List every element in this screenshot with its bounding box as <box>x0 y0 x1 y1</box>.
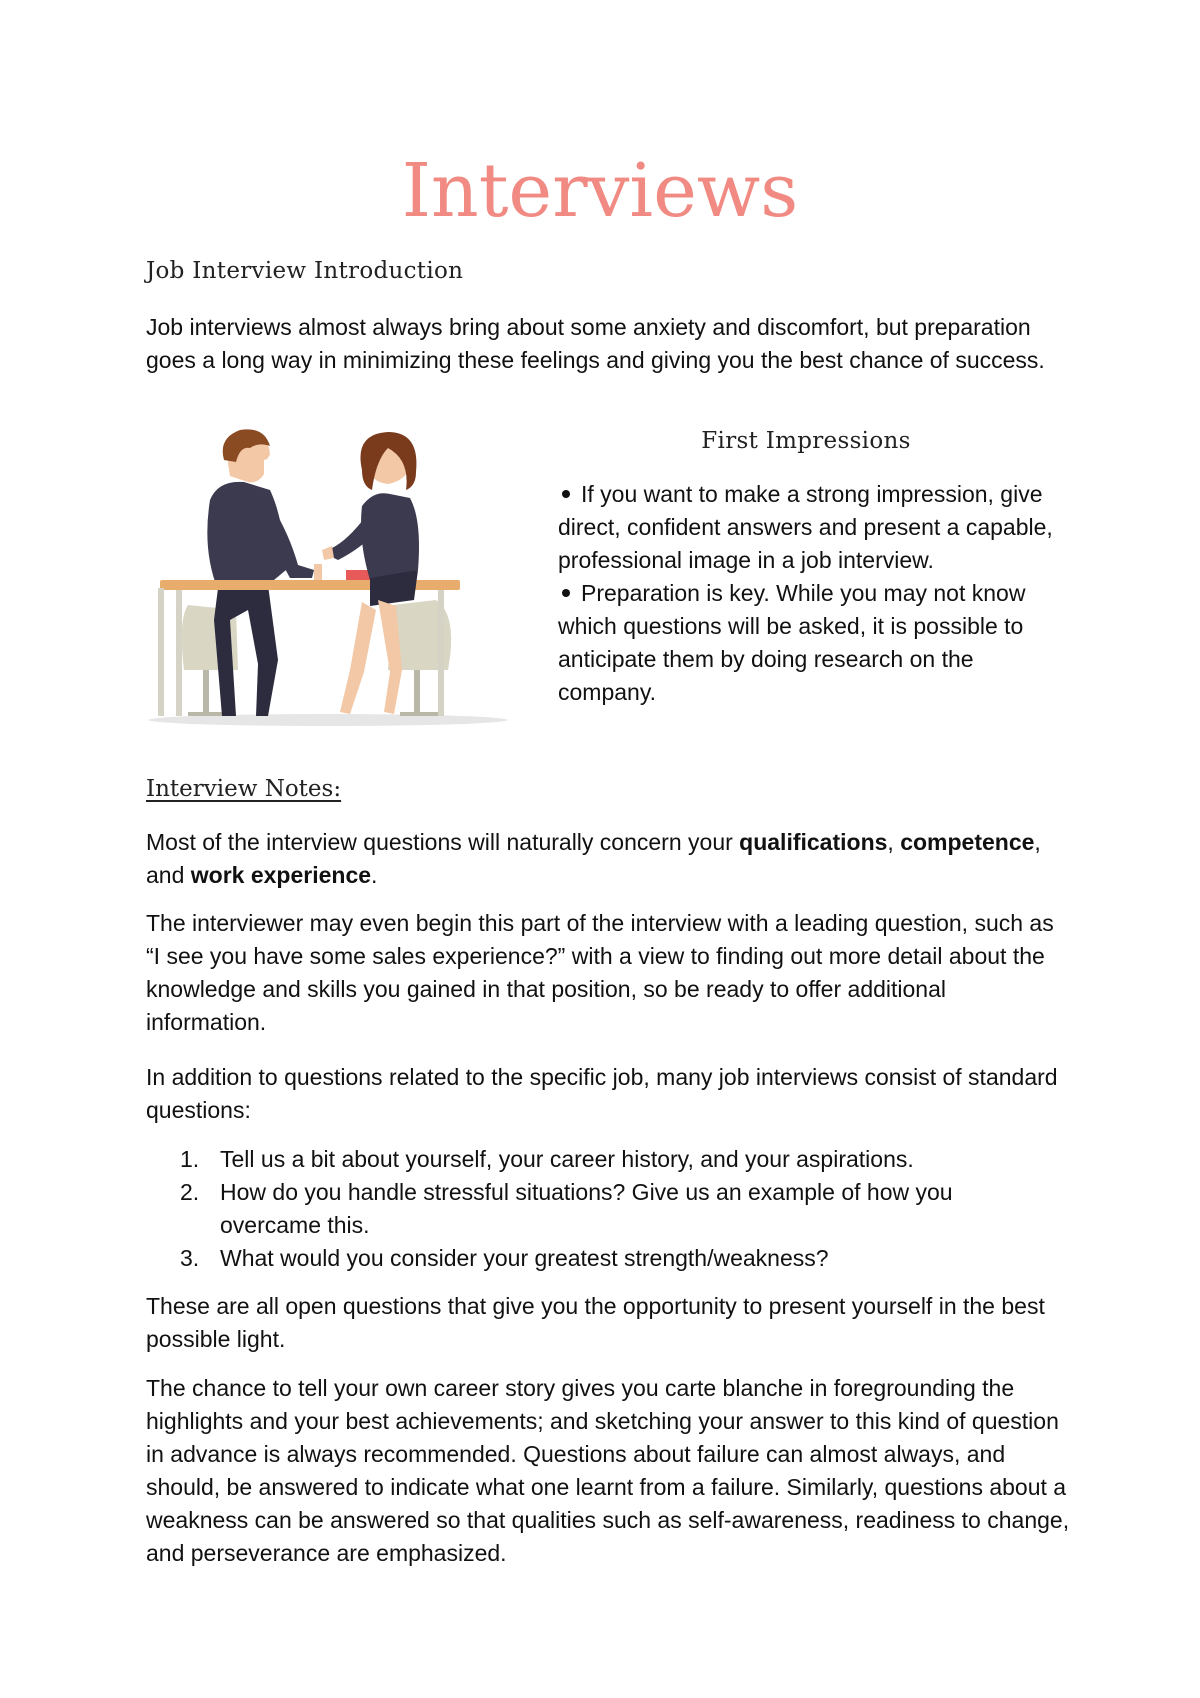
notes-paragraph-1 <box>146 826 1066 892</box>
list-item <box>180 1143 1030 1176</box>
woman-figure <box>322 432 419 714</box>
bullet-icon <box>562 490 570 498</box>
first-impressions-heading: First Impressions <box>701 428 911 454</box>
bullet-text: If you want to make a strong impression, give direct, confident answers and present a capable, professional image in a job interview. <box>558 481 1053 573</box>
bullet-icon <box>562 589 570 597</box>
list-number: 1. <box>180 1146 200 1172</box>
text-run: Most of the interview questions will naturally concern your <box>146 829 740 855</box>
interview-notes-heading: Interview Notes: <box>146 776 342 802</box>
document-title: Interviews <box>401 148 799 234</box>
list-item <box>558 577 1058 709</box>
bold-competence: competence <box>900 829 1035 855</box>
question-text: What would you consider your greatest strength/weakness? <box>220 1245 829 1271</box>
question-text: How do you handle stressful situations? Give us an example of how you overcame this. <box>220 1179 953 1238</box>
list-number: 3. <box>180 1245 200 1271</box>
text-run: , and <box>146 829 1041 888</box>
interview-illustration <box>118 420 538 740</box>
standard-questions-list <box>180 1143 1030 1275</box>
list-item <box>180 1242 1030 1275</box>
bold-work-experience: work experience <box>190 862 372 888</box>
list-item <box>180 1176 1030 1242</box>
intro-paragraph: Job interviews almost always bring about some anxiety and discomfort, but preparation goes a long way in minimizing these feelings and giving you the best chance of success. <box>146 314 1045 373</box>
bullet-text: Preparation is key. While you may not know which questions will be asked, it is possible to anticipate them by doing research on the company. <box>558 580 1026 705</box>
list-number: 2. <box>180 1179 200 1205</box>
first-impressions-list <box>558 478 1058 709</box>
notes-paragraph-3: In addition to questions related to the specific job, many job interviews consist of standard questions: <box>146 1064 1058 1123</box>
text-run: . <box>371 862 378 888</box>
list-item <box>558 478 1058 577</box>
notes-paragraph-4: These are all open questions that give you the opportunity to present yourself in the best possible light. <box>146 1293 1045 1352</box>
man-figure <box>207 429 322 716</box>
question-text: Tell us a bit about yourself, your career history, and your aspirations. <box>220 1146 914 1172</box>
text-run: , <box>887 829 901 855</box>
notes-paragraph-5: The chance to tell your own career story gives you carte blanche in foregrounding the highlights and your best achievements; and sketching your answer to this kind of question in advance is always recommended. Questions about failure can almost always, and should, be answered to indicate what one learnt from a failure. Similarly, questions about a weakness can be answered so that qualities such as self-awareness, readiness to change, and perseverance are emphasized. <box>146 1375 1070 1566</box>
bold-qualifications: qualifications <box>739 829 888 855</box>
intro-heading: Job Interview Introduction <box>146 258 464 284</box>
notes-paragraph-2: The interviewer may even begin this part of the interview with a leading question, such as “I see you have some sales experience?” with a view to finding out more detail about the knowledge and skills you gained in that position, so be ready to offer additional information. <box>146 910 1054 1035</box>
